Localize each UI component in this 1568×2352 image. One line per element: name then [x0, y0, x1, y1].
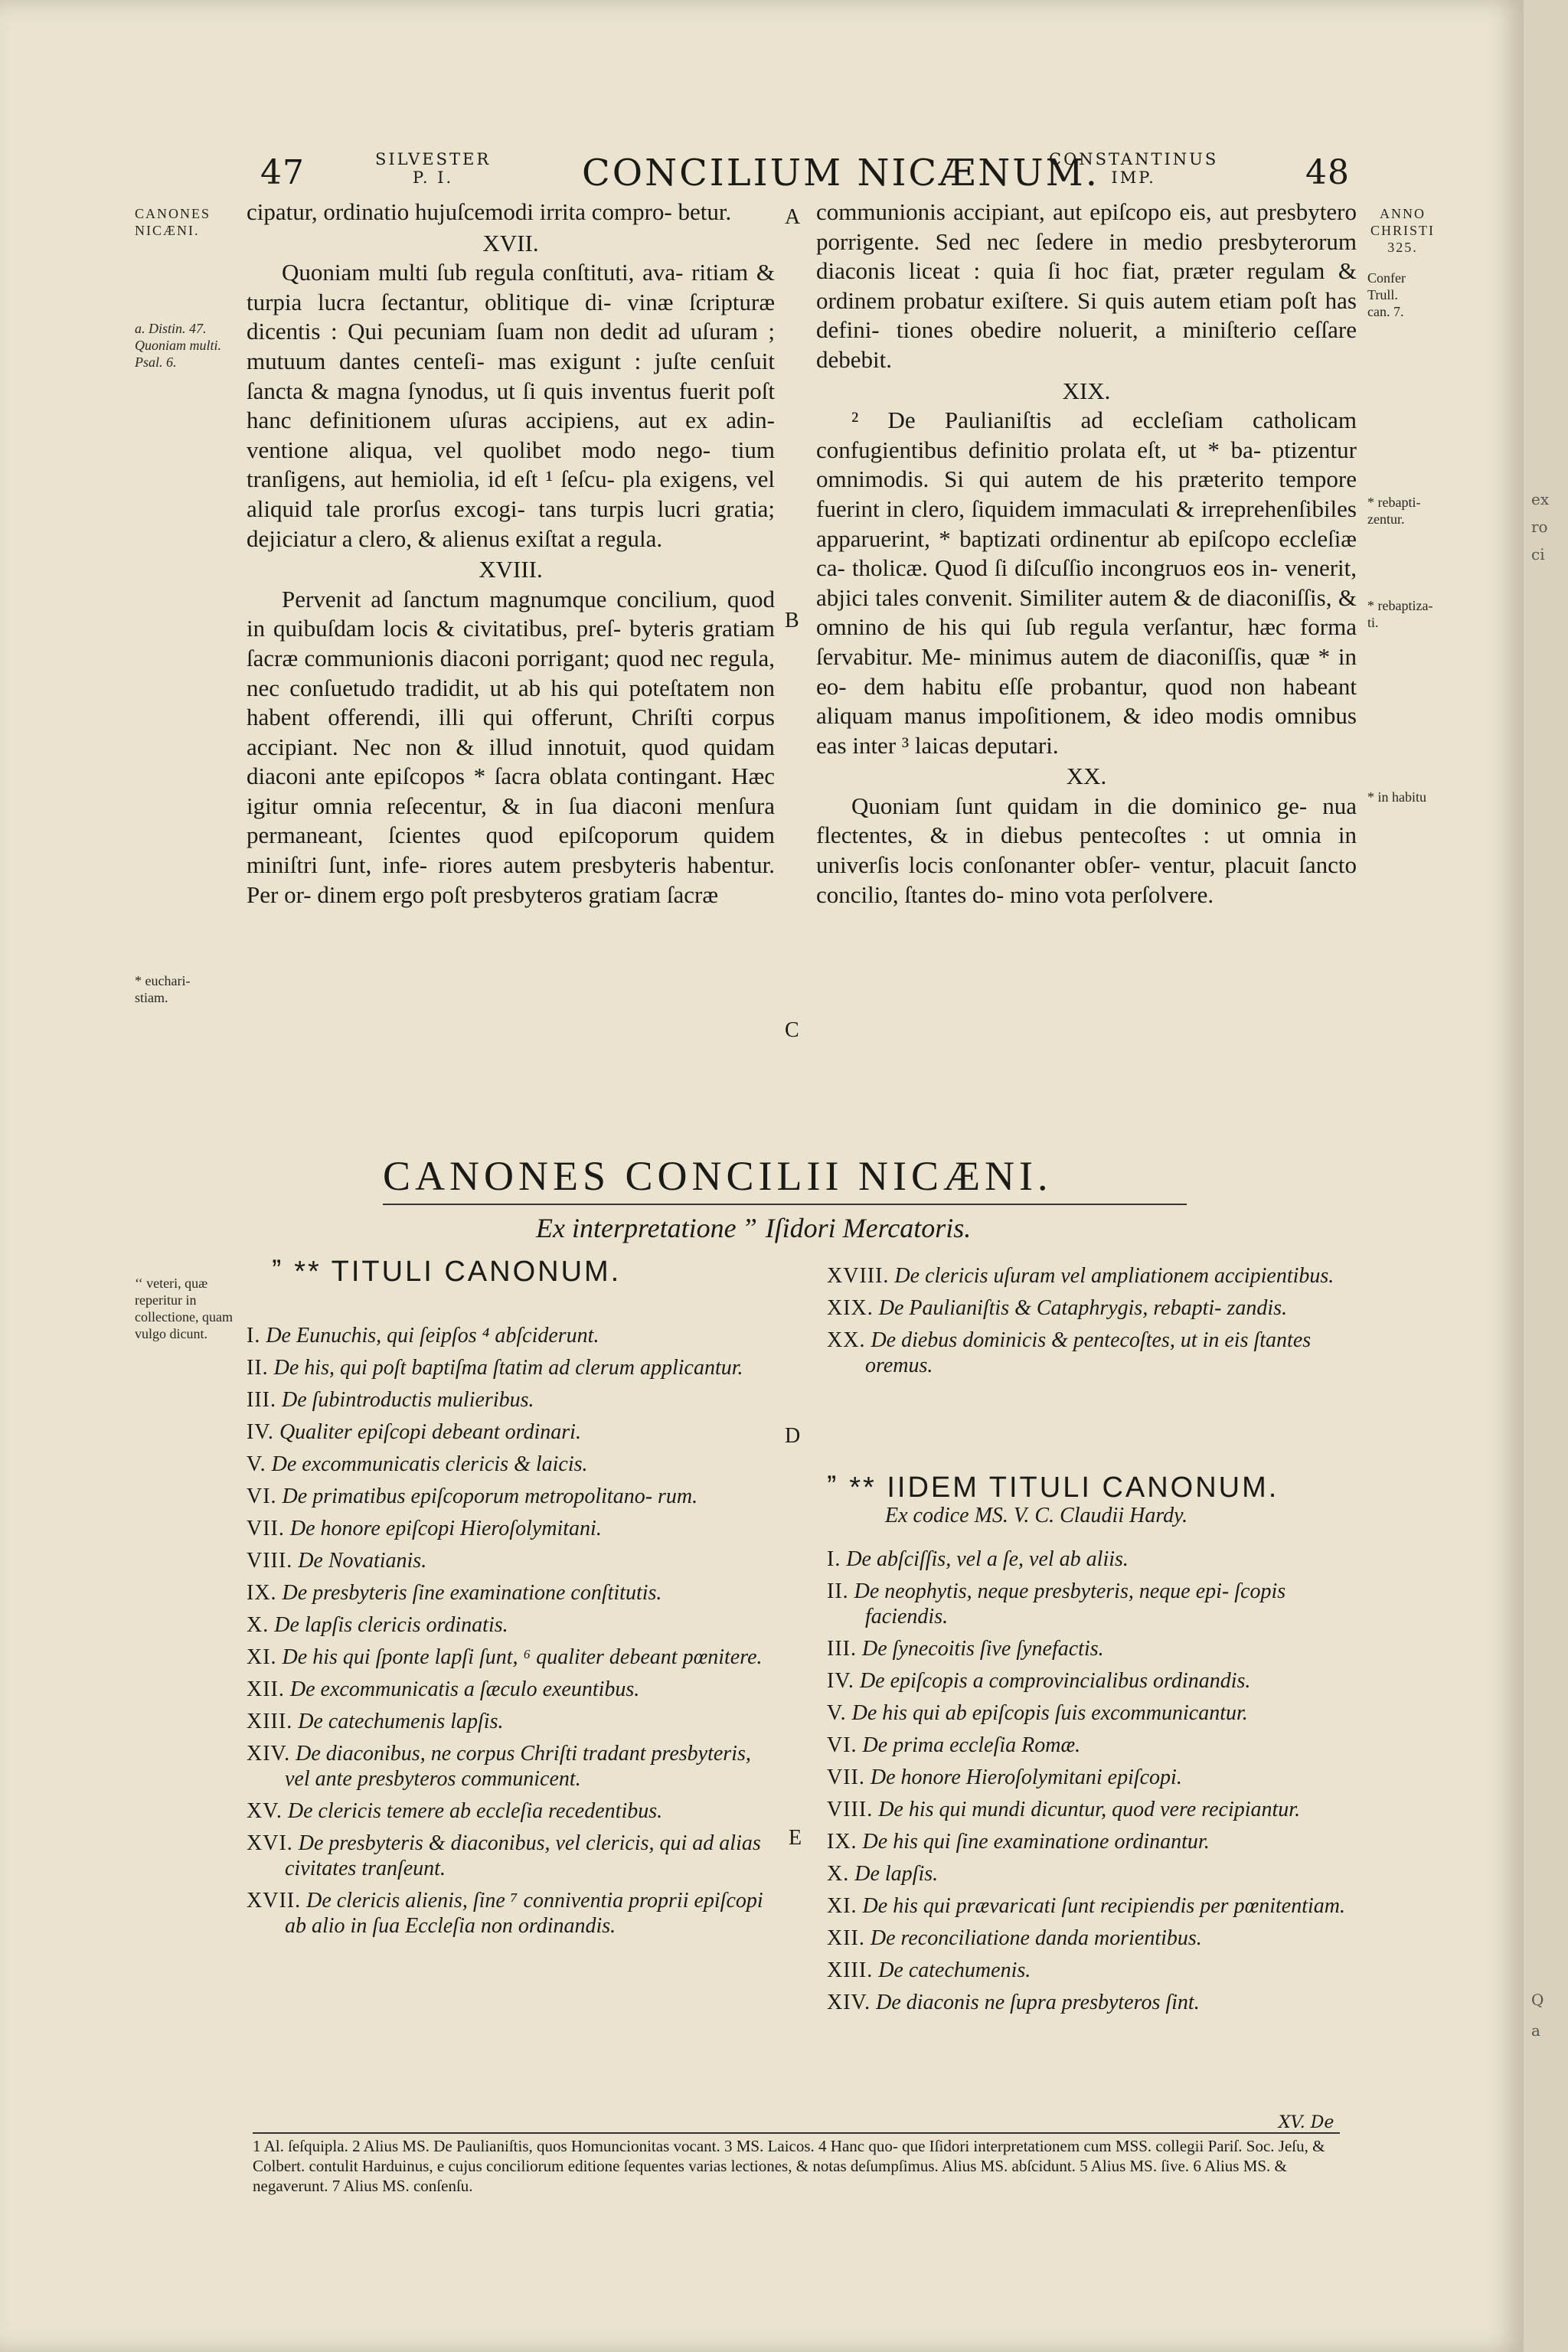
list-item-title: De excommunicatis a ſæculo exeuntibus. — [289, 1677, 640, 1701]
list-item-title: De clericis uſuram vel ampliationem accipientibus. — [894, 1264, 1334, 1288]
left-column-text — [247, 198, 775, 910]
list-item-title: De lapſis. — [854, 1862, 939, 1886]
list-item-title: De reconciliatione danda morientibus. — [870, 1926, 1202, 1950]
footnotes: 1 Al. ſeſquipla. 2 Alius MS. De Paulianiſtis, quos Homuncionitas vocant. 3 MS. Laicos. 4 Hanc quo- que Iſidori interpretationem cum MSS. collegii Pariſ. Soc. Jeſu, & Colbert. contulit Harduinus, e cujus conciliorum editione ſequentes varias lectiones, & notas deſumpſimus. Alius MS. abſcidunt. 5 Alius MS. ſive. 6 Alius MS. & negaverunt. 7 Alius MS. conſenſu. — [253, 2137, 1325, 2195]
list-item-number: II. — [827, 1579, 849, 1603]
list-item-number: XV. — [247, 1799, 283, 1823]
list-item-number: XVIII. — [827, 1264, 890, 1288]
list-item-title: De presbyteris ſine examinatione conſtitutis. — [282, 1581, 662, 1605]
section-title: CANONES CONCILII NICÆNI. — [383, 1153, 1053, 1199]
footnote-rule — [253, 2132, 1340, 2134]
catchword: XV. De — [1279, 2113, 1334, 2132]
list-item-title: De Novatianis. — [298, 1549, 427, 1573]
list-item — [827, 1765, 1363, 1790]
paragraph: Quoniam multi ſub regula conſtituti, ava- ritiam & turpia lucra ſectantur, oblitique di- vinæ ſcripturæ dicentis : Qui pecuniam ſuam non dedit ad uſuram ; mutuum dantes centeſi- mas exigunt : juſte cenſuit ſancta & magna ſynodus, ut ſi quis inventus fuerit poſt hanc definitionem uſuras accipiens, aut ex adin- ventione aliqua, vel quolibet modo nego- tium tranſigens, aut hemiolia, id eſt ¹ ſeſcu- pla exigens, vel aliquid tale prorſus excogi- tans turpis lucri gratia; dejiciatur a clero, & alienus exiſtat a regula. — [247, 259, 775, 552]
list-heading-iidem: ˮ ** IIDEM TITULI CANONUM. — [827, 1472, 1279, 1504]
edge-fragment: a — [1531, 2021, 1540, 2040]
list-item-number: XIV. — [827, 1991, 871, 2014]
list-item-number: I. — [247, 1324, 261, 1348]
margin-note-line: zentur. — [1367, 511, 1405, 527]
list-item-number: XVI. — [247, 1831, 293, 1855]
margin-note-line: 325. — [1387, 240, 1418, 255]
list-item — [247, 1645, 775, 1670]
list-item — [247, 1355, 775, 1380]
list-item — [827, 1829, 1363, 1854]
margin-note-line: Trull. — [1367, 287, 1398, 302]
list-item-title: De honore Hieroſolymitani epiſcopi. — [870, 1766, 1182, 1789]
list-item — [247, 1516, 775, 1541]
list-item — [247, 1677, 775, 1702]
margin-note-eucharistiam — [135, 972, 190, 1006]
margin-note-veteri: ‘‘ veteri, quæ reperitur in collectione, quam vulgo dicunt. — [135, 1276, 233, 1341]
list-item — [247, 1387, 775, 1413]
list-item-title: De honore epiſcopi Hieroſolymitani. — [289, 1517, 602, 1540]
margin-note-rebaptizentur — [1367, 494, 1420, 528]
running-head-right-line2: IMP. — [1111, 168, 1156, 187]
list-item-number: X. — [247, 1613, 270, 1637]
list-item-number: IV. — [247, 1420, 274, 1444]
list-item — [827, 1295, 1363, 1321]
margin-note-line: can. 7. — [1367, 304, 1404, 319]
list-item-number: V. — [247, 1452, 266, 1476]
list-heading-tituli: ˮ ** TITULI CANONUM. — [272, 1256, 622, 1288]
list-item-number: III. — [827, 1637, 857, 1661]
list-item-number: VI. — [827, 1733, 858, 1757]
list-item-title: De ſynecoitis ſive ſynefactis. — [861, 1637, 1104, 1661]
canon-number: XVII. — [482, 229, 539, 256]
list-item-number: VII. — [247, 1517, 285, 1540]
paragraph: ² De Paulianiſtis ad eccleſiam catholicam confugientibus definitio prolata eſt, ut * ba- ptizentur omnimodis. Si qui autem de his præterito tempore fuerint in clero, ſiquidem immaculati & irreprehenſibiles apparuerint, * baptizati ordinentur ab epiſcopo eccleſiæ ca- tholicæ. Quod ſi diſcuſſio incongruos eos in- venerit, abjici tales convenit. Similiter autem & de diaconiſſis, & omnino de his qui ſub regula verſantur, hæc forma ſervabitur. Me- minimus autem de diaconiſſis, quæ * in eo- dem habitu eſſe probantur, quod non habeant aliquam manus impoſitionem, & ideo modis omnibus eas inter ³ laicas deputari. — [816, 407, 1357, 759]
list-item — [247, 1741, 775, 1792]
list-item — [827, 1579, 1363, 1629]
list-item — [827, 1958, 1363, 1983]
section-letter-d: D — [785, 1424, 801, 1448]
list-item-number: IV. — [827, 1669, 854, 1693]
list-item — [247, 1798, 775, 1824]
list-item-title: De catechumenis lapſis. — [298, 1710, 504, 1733]
list-item-number: III. — [247, 1388, 276, 1412]
margin-note-rebaptizati — [1367, 597, 1432, 631]
list-item-title: De neophytis, neque presbyteris, neque epi- ſcopis faciendis. — [854, 1579, 1286, 1628]
list-item-title: De his qui ſine examinatione ordinantur. — [862, 1830, 1210, 1854]
margin-note-line: ti. — [1367, 615, 1379, 630]
running-head-left-line1: SILVESTER — [375, 150, 492, 168]
list-item-number: V. — [827, 1701, 847, 1725]
paragraph: Quoniam ſunt quidam in die dominico ge- nua flectentes, & in diebus pentecoſtes : ut omnia in univerſis locis conſonanter obſer- ventur, placuit ſancto concilio, ſtantes do- mino vota perſolvere. — [816, 792, 1357, 908]
list-item — [827, 1700, 1363, 1726]
margin-note-in-habitu: * in habitu — [1367, 789, 1426, 805]
list-item — [247, 1831, 775, 1881]
list-item — [827, 1926, 1363, 1951]
margin-note-line: CANONES — [135, 206, 211, 221]
running-head-left-line2: P. I. — [412, 168, 454, 187]
page-title: CONCILIUM NICÆNUM. — [582, 152, 1100, 194]
list-item-title: De epiſcopis a comprovincialibus ordinandis. — [859, 1669, 1251, 1693]
margin-note-line: a. Distin. 47. — [135, 321, 207, 336]
paragraph: Pervenit ad ſanctum magnumque concilium, quod in quibuſdam locis & civitatibus, preſ- byteris gratiam ſacræ communionis diaconi porrigant; quod nec regula, nec conſuetudo tradidit, ut ab his qui poteſtatem non habent offerendi, illi qui offerunt, Chriſti corpus accipiant. Nec non & illud innotuit, quod quidam diaconi ante epiſcopos * ſacra oblata contingant. Hæc igitur omnia reſecentur, & in ſua diaconi menſura permaneant, ſcientes quod epiſcoporum quidem miniſtri ſunt, infe- riores autem presbyteris habentur. Per or- dinem ergo poſt presbyteros gratiam ſacræ — [247, 585, 775, 908]
list-item-number: XII. — [827, 1926, 865, 1950]
list-item-number: IX. — [827, 1830, 858, 1854]
list-item — [827, 1861, 1363, 1886]
list-item — [827, 1547, 1363, 1572]
canon-number: XVIII. — [479, 556, 543, 583]
edge-fragment: ex — [1531, 490, 1550, 508]
list-item — [247, 1888, 775, 1939]
list-item-title: De Paulianiſtis & Cataphrygis, rebapti- zandis. — [878, 1296, 1288, 1320]
list-item — [827, 1668, 1363, 1694]
list-item-title: De his qui prævaricati ſunt recipiendis per pœnitentiam. — [862, 1894, 1346, 1918]
list-item — [247, 1612, 775, 1638]
paragraph: communionis accipiant, aut epiſcopo eis, aut presbytero porrigente. Sed nec ſedere in medio presbyterorum diaconis liceat : quia ſi hoc fiat, præter regulam & ordinem probatur exiſtere. Si quis autem etiam poſt has defini- tiones obedire noluerit, a miniſterio ceſſare debebit. — [816, 198, 1357, 373]
margin-note-line: * euchari- — [135, 973, 191, 988]
list-item-number: IX. — [247, 1581, 277, 1605]
list-item — [827, 1893, 1363, 1919]
paragraph: cipatur, ordinatio hujuſcemodi irrita compro- betur. — [247, 198, 732, 225]
list-item-title: De his qui ab epiſcopis ſuis excommunicantur. — [851, 1701, 1248, 1725]
list-item — [247, 1323, 775, 1348]
list-item-number: X. — [827, 1862, 850, 1886]
list-item-number: XIII. — [827, 1958, 874, 1982]
list-item-number: VIII. — [247, 1549, 293, 1573]
edge-fragment: ci — [1531, 545, 1545, 564]
list-item-title: De ſubintroductis mulieribus. — [281, 1388, 534, 1412]
section-letter-b: B — [785, 609, 799, 632]
canon-number: XX. — [1066, 763, 1107, 790]
list-item — [827, 1797, 1363, 1822]
edge-fragment: ro — [1531, 518, 1548, 536]
list-item-title: De his, qui poſt baptiſma ſtatim ad clerum applicantur. — [273, 1356, 743, 1380]
running-head-right — [1049, 150, 1218, 187]
list-item-title: De diaconis ne ſupra presbyteros ſint. — [876, 1991, 1200, 2014]
list-item-title: De catechumenis. — [878, 1958, 1031, 1982]
list-item-number: II. — [247, 1356, 269, 1380]
list-item — [247, 1452, 775, 1477]
margin-note-line: Psal. 6. — [135, 354, 177, 370]
section-letter-c: C — [785, 1018, 799, 1042]
iidem-list — [827, 1547, 1363, 2022]
list-item-title: De primatibus epiſcoporum metropolitano- rum. — [282, 1485, 698, 1508]
margin-note-line: * rebaptiza- — [1367, 598, 1433, 613]
list-item-number: XVII. — [247, 1889, 302, 1913]
list-item — [827, 1328, 1363, 1378]
list-item-title: De lapſis clericis ordinatis. — [274, 1613, 508, 1637]
canon-number: XIX. — [1062, 377, 1111, 404]
list-item — [827, 1263, 1363, 1289]
margin-note-line: CHRISTI — [1370, 223, 1436, 238]
edge-fragment: Q — [1531, 1991, 1544, 2009]
margin-note-canones — [135, 205, 211, 239]
list-item-number: XX. — [827, 1328, 866, 1352]
list-item-title: De prima eccleſia Romæ. — [862, 1733, 1081, 1757]
list-item-number: XIV. — [247, 1742, 291, 1766]
margin-note-line: * rebapti- — [1367, 495, 1421, 510]
page-number-left: 47 — [260, 153, 305, 192]
list-item-title: De Eunuchis, qui ſeipſos ⁴ abſciderunt. — [266, 1324, 599, 1348]
page-number-right: 48 — [1305, 153, 1350, 192]
list-item — [827, 1990, 1363, 2015]
list-item-title: De his qui ſponte lapſi ſunt, ⁶ qualiter debeant pœnitere. — [282, 1645, 763, 1669]
list-item-number: VII. — [827, 1766, 865, 1789]
tituli-list-left — [247, 1323, 775, 1945]
list-item-title: De clericis temere ab eccleſia recedentibus. — [287, 1799, 663, 1823]
margin-note-anno — [1370, 205, 1435, 256]
list-item — [827, 1733, 1363, 1758]
list-item — [827, 1636, 1363, 1661]
list-item-title: De clericis alienis, ſine ⁷ conniventia proprii epiſcopi ab alio in ſua Eccleſia non ordinandis. — [285, 1889, 763, 1938]
running-head-left — [375, 150, 491, 187]
list-item — [247, 1580, 775, 1606]
list-item-title: De excommunicatis clericis & laicis. — [271, 1452, 588, 1476]
list-item — [247, 1548, 775, 1573]
list-item-number: XIX. — [827, 1296, 874, 1320]
section-letter-e: E — [789, 1826, 802, 1850]
list-item-number: VI. — [247, 1485, 277, 1508]
list-item-title: Qualiter epiſcopi debeant ordinari. — [279, 1420, 581, 1444]
adjacent-page-edge — [1524, 0, 1568, 2352]
list-item-title: De his qui mundi dicuntur, quod vere recipiantur. — [878, 1798, 1301, 1821]
list-item-title: De diebus dominicis & pentecoſtes, ut in eis ſtantes oremus. — [865, 1328, 1312, 1377]
list-subheading: Ex codice MS. V. C. Claudii Hardy. — [885, 1504, 1188, 1527]
tituli-list-right-cont — [827, 1263, 1363, 1385]
list-item-number: I. — [827, 1547, 841, 1571]
list-item-title: De diaconibus, ne corpus Chriſti tradant presbyteris, vel ante presbyteros communicent. — [285, 1742, 751, 1791]
list-item — [247, 1419, 775, 1445]
list-item-number: XIII. — [247, 1710, 293, 1733]
list-item — [247, 1709, 775, 1734]
section-subtitle: Ex interpretatione ˮ Iſidori Mercatoris. — [536, 1213, 972, 1243]
margin-note-line: stiam. — [135, 990, 168, 1005]
section-letter-a: A — [785, 205, 801, 229]
margin-note-distinctio — [135, 320, 221, 371]
margin-note-line: NICÆNI. — [135, 223, 200, 238]
list-item-title: De abſciſſis, vel a ſe, vel ab aliis. — [846, 1547, 1129, 1571]
title-rule — [383, 1204, 1187, 1205]
running-head-right-line1: CONSTANTINUS — [1049, 150, 1219, 168]
list-item — [247, 1484, 775, 1509]
margin-note-line: ANNO — [1380, 206, 1426, 221]
margin-note-line: Quoniam multi. — [135, 338, 222, 353]
list-item-number: VIII. — [827, 1798, 874, 1821]
list-item-number: XII. — [247, 1677, 285, 1701]
list-item-number: XI. — [247, 1645, 277, 1669]
margin-note-confer — [1367, 270, 1406, 320]
right-column-text — [816, 198, 1357, 910]
list-item-title: De presbyteris & diaconibus, vel clericis, qui ad alias civitates tranſeunt. — [285, 1831, 761, 1880]
list-item-number: XI. — [827, 1894, 858, 1918]
margin-note-line: Confer — [1367, 270, 1406, 286]
